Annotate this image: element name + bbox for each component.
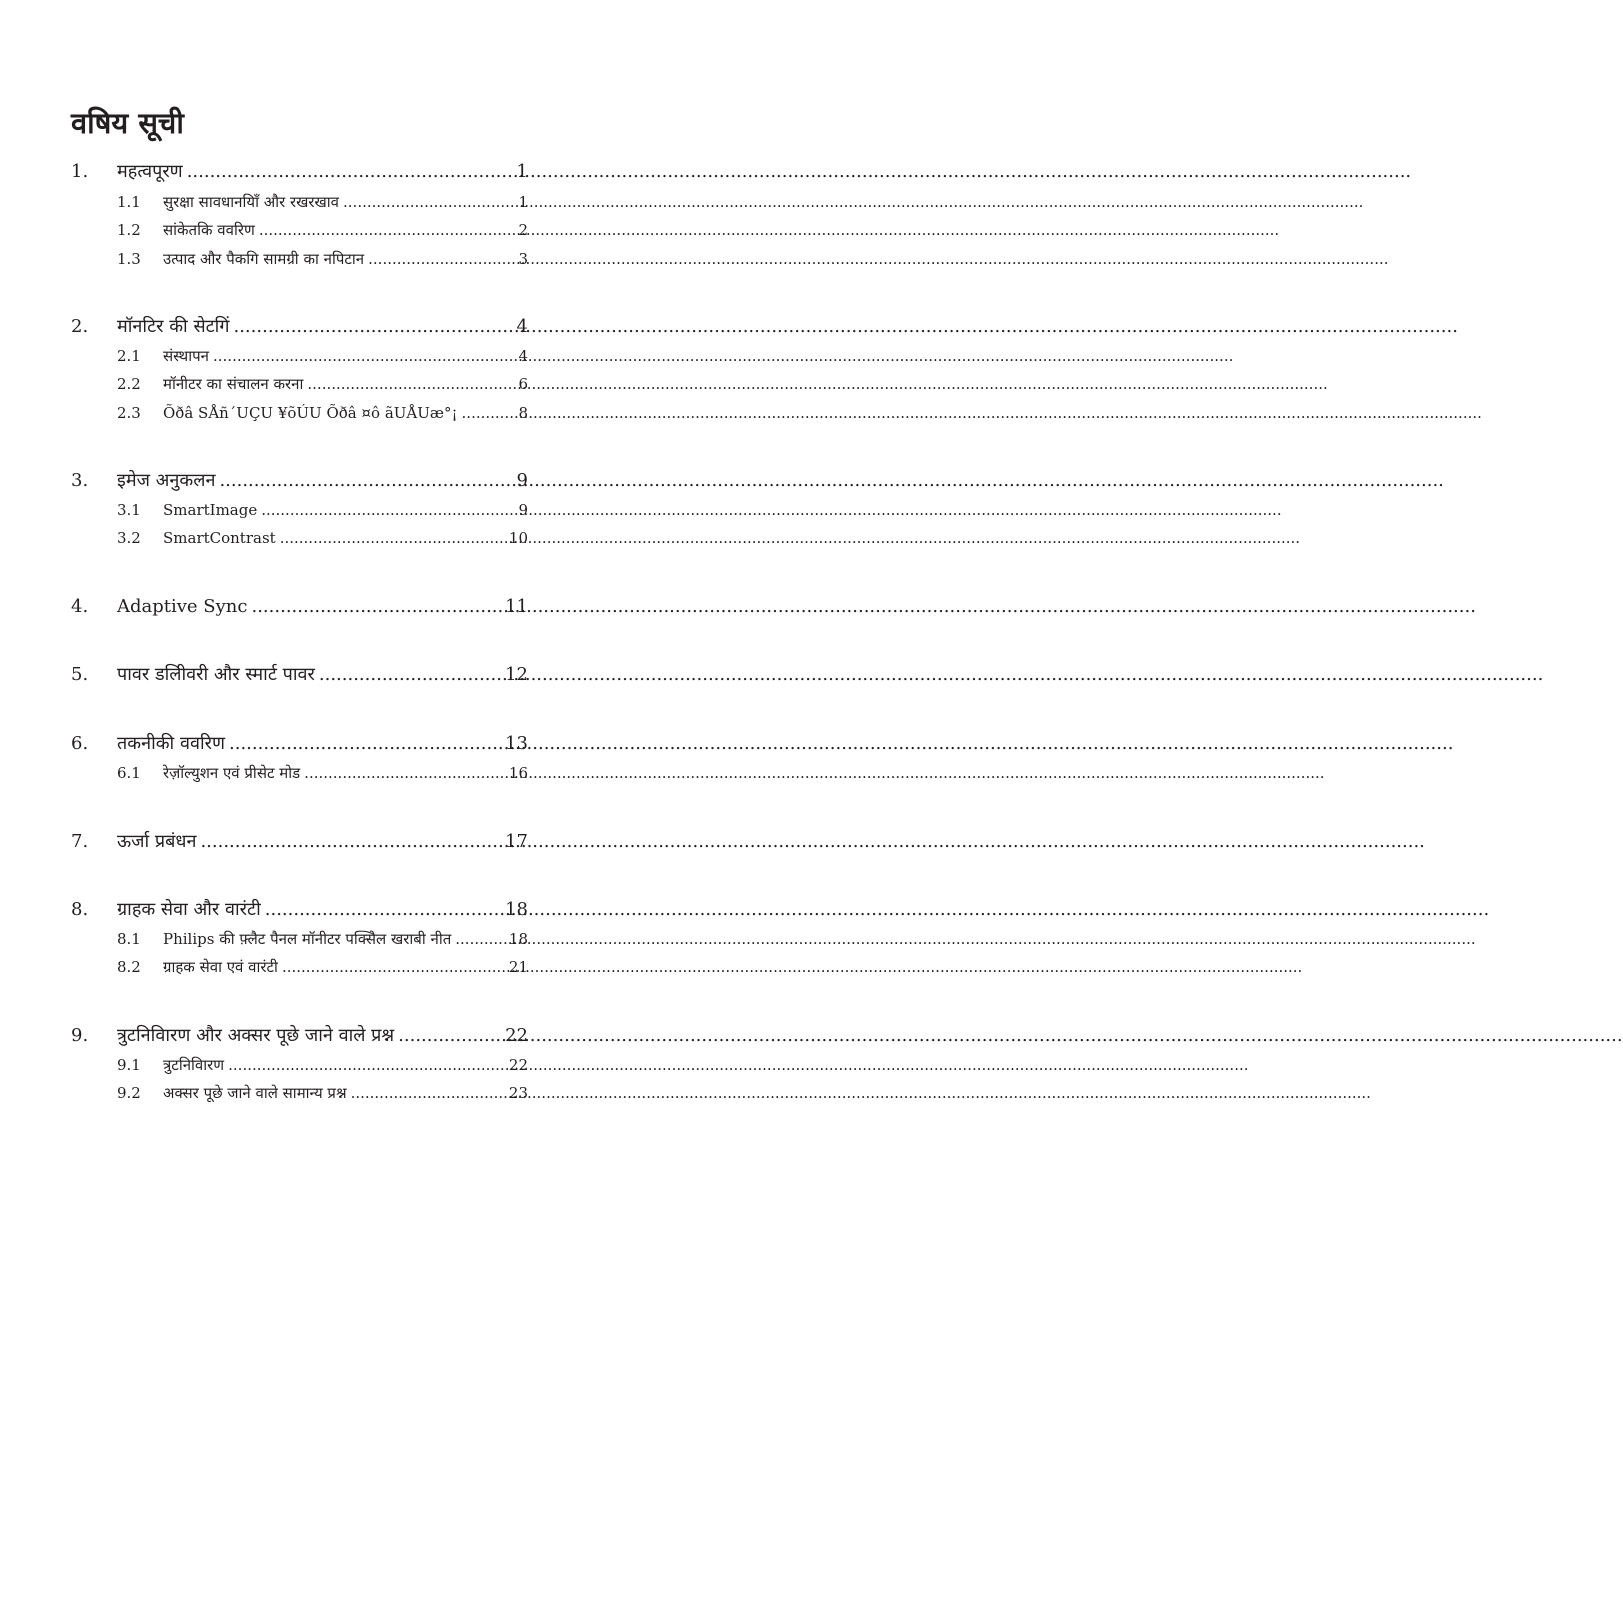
toc-entry-9-1[interactable]: [117, 1053, 528, 1077]
toc-entry-title: पावर डलिीवरी और स्मार्ट पावर: [117, 664, 315, 685]
toc-dot-leader: [368, 247, 516, 271]
toc-entry-8[interactable]: [71, 896, 528, 924]
toc-entry-page: 3: [518, 250, 528, 268]
toc-entry-number: 3.2: [117, 529, 141, 547]
toc-entry-number: 8.1: [117, 930, 141, 948]
toc-entry-2-2[interactable]: [117, 372, 528, 396]
toc-entry-page: 10: [508, 529, 528, 547]
toc-entry-number: 9.: [71, 1025, 89, 1046]
toc-entry-2-3[interactable]: [117, 401, 528, 425]
toc-entry-1[interactable]: [71, 158, 528, 186]
toc-entry-page: 1: [516, 161, 528, 182]
toc-entry-number: 1.2: [117, 221, 141, 239]
toc-entry-page: 12: [505, 664, 528, 685]
toc-entry-title: ग्राहक सेवा एवं वारंटी: [163, 958, 278, 976]
toc-entry-title: SmartImage: [163, 501, 258, 519]
toc-entry-number: 3.1: [117, 501, 141, 519]
toc-entry-8-2[interactable]: [117, 955, 528, 979]
toc-entry-page: 18: [508, 930, 528, 948]
toc-dot-leader: [307, 372, 516, 396]
toc-entry-title: उत्पाद और पैकगि सामग्री का नपिटान: [163, 250, 365, 268]
toc-entry-page: 21: [508, 958, 528, 976]
toc-entry-title: अक्सर पूछे जाने वाले सामान्य प्रश्न: [163, 1084, 347, 1102]
toc-dot-leader: [233, 313, 514, 341]
toc-entry-page: 23: [508, 1084, 528, 1102]
toc-entry-title: ऊर्जा प्रबंधन: [117, 831, 197, 852]
toc-entry-page: 16: [508, 764, 528, 782]
toc-entry-number: 2.3: [117, 404, 141, 422]
toc-entry-title: Adaptive Sync: [117, 596, 248, 617]
toc-entry-number: 2.2: [117, 375, 141, 393]
toc-entry-number: 2.: [71, 316, 89, 337]
toc-entry-number: 2.1: [117, 347, 141, 365]
toc-entry-1-2[interactable]: [117, 218, 528, 242]
toc-entry-title: SmartContrast: [163, 529, 276, 547]
toc-dot-leader: [228, 1053, 507, 1077]
toc-dot-leader: [280, 526, 507, 550]
toc-dot-leader: [251, 593, 503, 621]
toc-dot-leader: [462, 401, 517, 425]
toc-entry-title: त्रुटनिविारण: [163, 1056, 225, 1074]
toc-entry-9-2[interactable]: [117, 1081, 528, 1105]
toc-dot-leader: [398, 1022, 503, 1050]
toc-entry-number: 6.1: [117, 764, 141, 782]
toc-entry-number: 7.: [71, 831, 89, 852]
toc-entry-page: 22: [508, 1056, 528, 1074]
toc-dot-leader: [261, 498, 516, 522]
toc-entry-page: 9: [518, 501, 528, 519]
toc-dot-leader: [304, 761, 507, 785]
toc-entry-title: मॉनीटर का संचालन करना: [163, 375, 304, 393]
toc-dot-leader: [187, 158, 515, 186]
toc-entry-4[interactable]: [71, 593, 528, 621]
toc-dot-leader: [213, 344, 516, 368]
toc-dot-leader: [219, 467, 514, 495]
toc-entry-title: Õðâ SÅñ´UÇU ¥õÚU Õðâ ¤ô ãUÅUæ°¡: [163, 404, 458, 422]
table-of-contents: [71, 0, 531, 1601]
toc-entry-page: 17: [505, 831, 528, 852]
toc-entry-number: 1.1: [117, 193, 141, 211]
toc-entry-page: 1: [518, 193, 528, 211]
toc-entry-page: 18: [505, 899, 528, 920]
toc-entry-number: 4.: [71, 596, 89, 617]
toc-entry-number: 8.2: [117, 958, 141, 976]
toc-entry-title: Philips की फ़्लैट पैनल मॉनीटर पक्सिेल खराबी नीत: [163, 930, 452, 948]
page-title: वषिय सूची: [71, 106, 184, 141]
toc-entry-number: 3.: [71, 470, 89, 491]
toc-entry-number: 1.: [71, 161, 89, 182]
toc-entry-number: 9.2: [117, 1084, 141, 1102]
toc-entry-5[interactable]: [71, 661, 528, 689]
toc-entry-number: 5.: [71, 664, 89, 685]
toc-entry-page: 4: [516, 316, 528, 337]
toc-entry-7[interactable]: [71, 828, 528, 856]
toc-entry-2[interactable]: [71, 313, 528, 341]
toc-entry-page: 2: [518, 221, 528, 239]
toc-entry-3-2[interactable]: [117, 526, 528, 550]
toc-entry-1-1[interactable]: [117, 190, 528, 214]
toc-entry-title: सांकेतकि ववरिण: [163, 221, 255, 239]
toc-entry-page: 22: [505, 1025, 528, 1046]
toc-entry-2-1[interactable]: [117, 344, 528, 368]
toc-entry-title: महत्वपूरण: [117, 161, 183, 182]
toc-entry-6[interactable]: [71, 730, 528, 758]
toc-entry-3[interactable]: [71, 467, 528, 495]
toc-entry-page: 6: [518, 375, 528, 393]
toc-entry-title: संस्थापन: [163, 347, 209, 365]
toc-dot-leader: [229, 730, 503, 758]
toc-dot-leader: [259, 218, 517, 242]
toc-entry-1-3[interactable]: [117, 247, 528, 271]
toc-entry-6-1[interactable]: [117, 761, 528, 785]
toc-entry-title: तकनीकी ववरिण: [117, 733, 225, 754]
toc-entry-number: 8.: [71, 899, 89, 920]
toc-entry-number: 9.1: [117, 1056, 141, 1074]
toc-dot-leader: [455, 927, 507, 951]
toc-dot-leader: [265, 896, 503, 924]
toc-entry-page: 8: [518, 404, 528, 422]
toc-entry-title: सुरक्षा सावधानयिाँ और रखरखाव: [163, 193, 340, 211]
toc-entry-title: मॉनटिर की सेटगिं: [117, 316, 230, 337]
toc-entry-title: ग्राहक सेवा और वारंटी: [117, 899, 261, 920]
toc-entry-title: रेज़ॉल्युशन एवं प्रीसेट मोड: [163, 764, 301, 782]
toc-entry-title: इमेज अनुकलन: [117, 470, 216, 491]
toc-entry-number: 6.: [71, 733, 89, 754]
toc-dot-leader: [351, 1081, 507, 1105]
toc-entry-8-1[interactable]: [117, 927, 528, 951]
toc-entry-3-1[interactable]: [117, 498, 528, 522]
toc-entry-page: 9: [516, 470, 528, 491]
toc-entry-9[interactable]: [71, 1022, 528, 1050]
toc-entry-page: 4: [518, 347, 528, 365]
toc-entry-number: 1.3: [117, 250, 141, 268]
toc-entry-page: 11: [505, 596, 528, 617]
toc-dot-leader: [319, 661, 503, 689]
toc-dot-leader: [343, 190, 516, 214]
toc-entry-page: 13: [505, 733, 528, 754]
toc-dot-leader: [282, 955, 507, 979]
toc-entry-title: त्रुटनिविारण और अक्सर पूछे जाने वाले प्रश्न: [117, 1025, 395, 1046]
toc-dot-leader: [200, 828, 503, 856]
